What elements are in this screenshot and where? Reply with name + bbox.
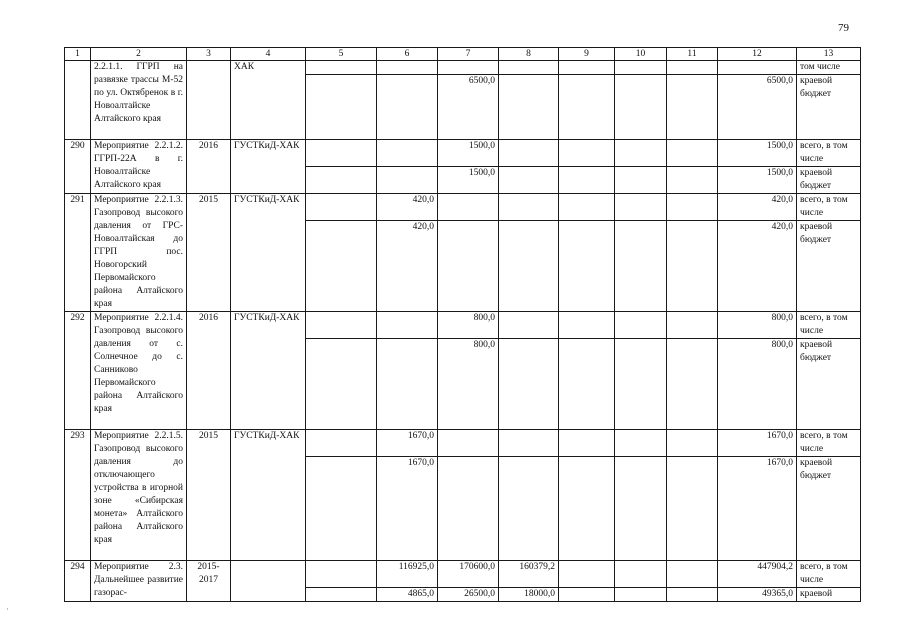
amount-cell (615, 339, 667, 430)
activity-name: Мероприятие 2.2.1.3. Газопровод высокого давления от ГРС-Новоалтайская до ГГРП пос. Новогорский Первомайского района Алтайского края (91, 194, 187, 312)
funding-label: том числе (797, 61, 861, 75)
amount-cell: 6500,0 (438, 75, 499, 140)
amount-cell (499, 194, 559, 221)
column-header: 7 (438, 48, 499, 61)
amount-cell (377, 140, 438, 167)
amount-cell (615, 75, 667, 140)
amount-cell: 4865,0 (377, 588, 438, 602)
amount-cell (499, 430, 559, 457)
amount-cell (306, 561, 377, 588)
amount-cell: 1500,0 (438, 140, 499, 167)
amount-cell (499, 221, 559, 312)
amount-cell (306, 194, 377, 221)
amount-cell (306, 430, 377, 457)
funding-label: всего, в том числе (797, 194, 861, 221)
funding-label: краевой бюджет (797, 339, 861, 430)
column-header: 3 (187, 48, 231, 61)
amount-cell (559, 61, 615, 75)
amount-cell (667, 457, 718, 561)
amount-cell (306, 61, 377, 75)
executor: ГУСТКиД-ХАК (231, 194, 306, 312)
amount-cell (559, 339, 615, 430)
amount-cell (377, 61, 438, 75)
amount-cell (499, 312, 559, 339)
amount-cell (438, 430, 499, 457)
amount-cell (615, 61, 667, 75)
amount-cell (667, 312, 718, 339)
funding-label: краевой (797, 588, 861, 602)
executor: ГУСТКиД-ХАК (231, 312, 306, 430)
column-header: 12 (718, 48, 797, 61)
amount-cell (438, 61, 499, 75)
amount-cell (306, 339, 377, 430)
amount-cell (306, 312, 377, 339)
amount-cell (438, 194, 499, 221)
activity-name: Мероприятие 2.2.1.2. ГГРП-22А в г. Новоалтайске Алтайского края (91, 140, 187, 194)
amount-cell (615, 561, 667, 588)
amount-cell (559, 457, 615, 561)
amount-cell (377, 167, 438, 194)
amount-cell: 49365,0 (718, 588, 797, 602)
amount-cell (306, 75, 377, 140)
amount-cell (499, 61, 559, 75)
executor: ГУСТКиД-ХАК (231, 140, 306, 194)
amount-cell: 1670,0 (718, 457, 797, 561)
column-header: 8 (499, 48, 559, 61)
executor: ГУСТКиД-ХАК (231, 430, 306, 561)
row-number: 293 (65, 430, 91, 561)
amount-cell (667, 140, 718, 167)
amount-cell (306, 167, 377, 194)
period: 2015 (187, 430, 231, 561)
period: 2015 (187, 194, 231, 312)
amount-cell (306, 140, 377, 167)
amount-cell (499, 167, 559, 194)
amount-cell (559, 194, 615, 221)
row-number (65, 61, 91, 140)
amount-cell: 116925,0 (377, 561, 438, 588)
amount-cell (615, 588, 667, 602)
amount-cell: 1670,0 (718, 430, 797, 457)
amount-cell (306, 588, 377, 602)
amount-cell (667, 588, 718, 602)
page-mark: · (6, 604, 9, 614)
funding-label: всего, в том числе (797, 430, 861, 457)
activity-name: Мероприятие 2.2.1.4. Газопровод высокого давления от с. Солнечное до с. Санниково Первомайского района Алтайского края (91, 312, 187, 430)
column-header: 1 (65, 48, 91, 61)
column-header: 5 (306, 48, 377, 61)
amount-cell (559, 430, 615, 457)
amount-cell (438, 457, 499, 561)
page-number: 79 (838, 22, 849, 34)
amount-cell (438, 221, 499, 312)
column-header: 10 (615, 48, 667, 61)
amount-cell (667, 339, 718, 430)
amount-cell: 1500,0 (438, 167, 499, 194)
table-row (65, 61, 861, 75)
amount-cell (377, 312, 438, 339)
executor (231, 561, 306, 602)
amount-cell: 170600,0 (438, 561, 499, 588)
amount-cell (499, 75, 559, 140)
amount-cell (667, 561, 718, 588)
header-row (65, 48, 861, 61)
row-number: 290 (65, 140, 91, 194)
amount-cell (559, 312, 615, 339)
amount-cell: 26500,0 (438, 588, 499, 602)
activity-name: Мероприятие 2.2.1.5. Газопровод высокого давления до отключающего устройства в игорной зоне «Сибирская монета» Алтайского района Алтайского края (91, 430, 187, 561)
budget-table (64, 47, 861, 602)
amount-cell (718, 61, 797, 75)
funding-label: краевой бюджет (797, 457, 861, 561)
row-number: 294 (65, 561, 91, 602)
funding-label: всего, в том числе (797, 561, 861, 588)
amount-cell (499, 140, 559, 167)
amount-cell (615, 457, 667, 561)
activity-name: Мероприятие 2.3. Дальнейшее развитие газорас- (91, 561, 187, 602)
amount-cell: 6500,0 (718, 75, 797, 140)
period: 2015-2017 (187, 561, 231, 602)
funding-label: краевой бюджет (797, 75, 861, 140)
amount-cell (559, 167, 615, 194)
column-header: 11 (667, 48, 718, 61)
amount-cell (615, 221, 667, 312)
amount-cell: 1670,0 (377, 457, 438, 561)
amount-cell: 18000,0 (499, 588, 559, 602)
amount-cell: 420,0 (377, 221, 438, 312)
amount-cell: 1500,0 (718, 167, 797, 194)
amount-cell (377, 75, 438, 140)
amount-cell: 800,0 (438, 339, 499, 430)
amount-cell (377, 339, 438, 430)
column-header: 13 (797, 48, 861, 61)
amount-cell (615, 194, 667, 221)
funding-label: краевой бюджет (797, 167, 861, 194)
amount-cell (559, 221, 615, 312)
activity-name: 2.2.1.1. ГГРП на развязке трассы М-52 по ул. Октябренок в г. Новоалтайске Алтайского края (91, 61, 187, 140)
column-header: 9 (559, 48, 615, 61)
amount-cell: 800,0 (438, 312, 499, 339)
column-header: 6 (377, 48, 438, 61)
amount-cell: 447904,2 (718, 561, 797, 588)
amount-cell: 800,0 (718, 339, 797, 430)
amount-cell (667, 61, 718, 75)
amount-cell (306, 221, 377, 312)
amount-cell (615, 140, 667, 167)
row-number: 292 (65, 312, 91, 430)
amount-cell (499, 339, 559, 430)
executor: ХАК (231, 61, 306, 140)
period: 2016 (187, 140, 231, 194)
table-row (65, 312, 861, 339)
amount-cell: 1500,0 (718, 140, 797, 167)
funding-label: всего, в том числе (797, 140, 861, 167)
row-number: 291 (65, 194, 91, 312)
amount-cell (615, 430, 667, 457)
amount-cell (306, 457, 377, 561)
amount-cell: 800,0 (718, 312, 797, 339)
table-row (65, 194, 861, 221)
amount-cell (559, 75, 615, 140)
amount-cell: 420,0 (718, 221, 797, 312)
period (187, 61, 231, 140)
column-header: 4 (231, 48, 306, 61)
amount-cell: 420,0 (718, 194, 797, 221)
amount-cell: 420,0 (377, 194, 438, 221)
table-row (65, 430, 861, 457)
amount-cell: 160379,2 (499, 561, 559, 588)
amount-cell (615, 312, 667, 339)
table-row (65, 561, 861, 588)
funding-label: краевой бюджет (797, 221, 861, 312)
amount-cell (559, 588, 615, 602)
amount-cell (667, 75, 718, 140)
amount-cell (667, 430, 718, 457)
table-row (65, 140, 861, 167)
funding-label: всего, в том числе (797, 312, 861, 339)
amount-cell (667, 167, 718, 194)
amount-cell (499, 457, 559, 561)
amount-cell: 1670,0 (377, 430, 438, 457)
column-header: 2 (91, 48, 187, 61)
amount-cell (615, 167, 667, 194)
amount-cell (559, 140, 615, 167)
amount-cell (667, 194, 718, 221)
amount-cell (559, 561, 615, 588)
period: 2016 (187, 312, 231, 430)
amount-cell (667, 221, 718, 312)
